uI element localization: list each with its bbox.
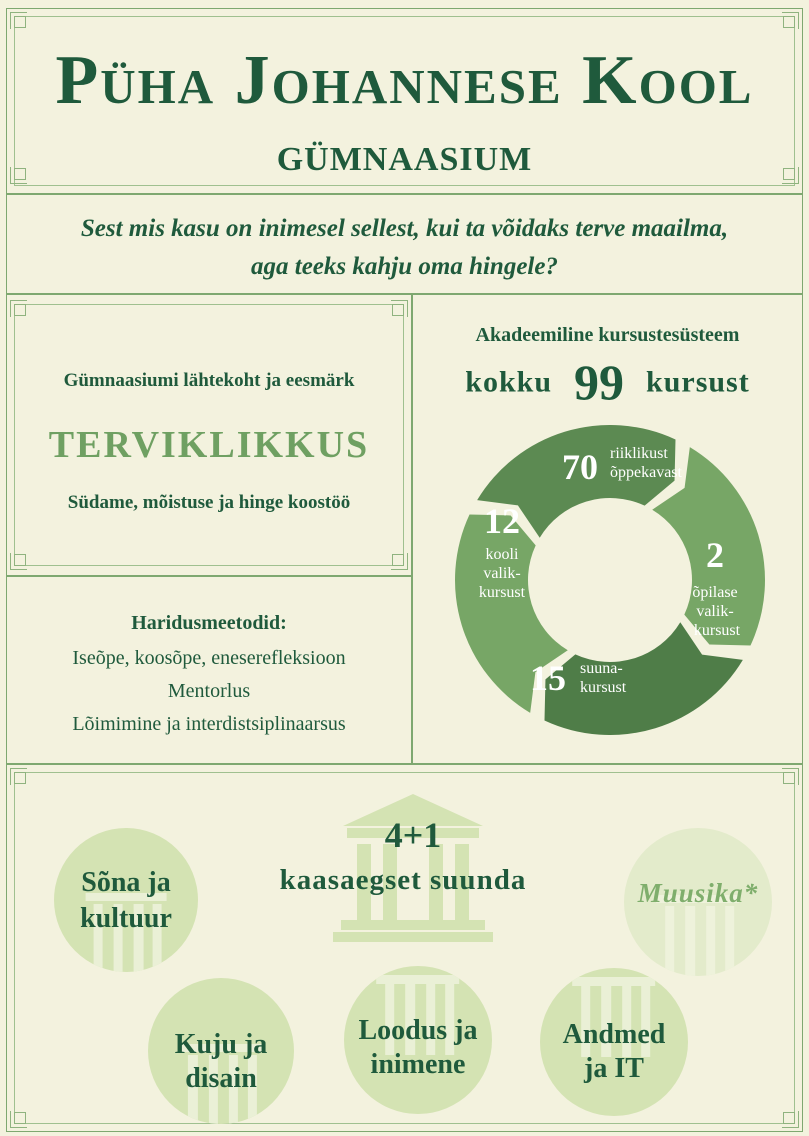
direction-bubble-andmed-ja-it (540, 968, 688, 1116)
direction-bubble-kuju-ja-disain (148, 978, 294, 1124)
segment-70-label-1: riiklikust (610, 445, 668, 462)
quote-line-1: Sest mis kasu on inimesel sellest, kui ta võidaks terve maailma, (80, 215, 729, 242)
ornament-icon (777, 768, 799, 790)
ornament-icon (777, 12, 799, 34)
methods-item-3: Lõimimine ja interdistsiplinaarsus (72, 713, 346, 735)
segment-15-label-2: kursust (580, 679, 627, 696)
courses-heading: Akadeemiline kursustesüsteem (475, 324, 740, 346)
courses-total-number: 99 (574, 354, 625, 411)
goal-heading: Gümnaasiumi lähtekoht ja eesmärk (63, 370, 355, 391)
direction-line-1: Sõna ja (81, 867, 171, 898)
course-ring-chart (450, 425, 770, 735)
segment-2-label-3: kursust (693, 622, 741, 639)
direction-bubble-muusika (624, 828, 772, 976)
ornament-icon (10, 1106, 32, 1128)
ornament-icon (386, 300, 408, 322)
ornament-icon (10, 548, 32, 570)
ornament-icon (10, 768, 32, 790)
directions-label: kaasaegset suunda (279, 864, 527, 896)
segment-2-label-2: valik- (696, 603, 734, 620)
directions-count: 4+1 (384, 815, 442, 855)
courses-total-row (412, 352, 803, 412)
ornament-icon (777, 162, 799, 184)
direction-line-2: inimene (370, 1049, 466, 1080)
goal-subtext: Südame, mõistuse ja hinge koostöö (67, 492, 351, 513)
segment-15-value: 15 (530, 658, 566, 698)
direction-line-1: Andmed (562, 1019, 666, 1050)
courses-total-prefix: kokku (465, 365, 553, 399)
direction-line-2: disain (185, 1063, 257, 1094)
ornament-icon (10, 12, 32, 34)
courses-total-suffix: kursust (646, 365, 750, 399)
ornament-icon (10, 300, 32, 322)
segment-2-label-1: õpilase (692, 584, 738, 601)
direction-line-1: Loodus ja (358, 1015, 478, 1046)
ornament-icon (386, 548, 408, 570)
segment-12-value: 12 (484, 501, 520, 541)
direction-line-2: kultuur (80, 903, 172, 934)
segment-70-value: 70 (562, 447, 598, 487)
ornament-icon (10, 162, 32, 184)
ornament-icon (777, 1106, 799, 1128)
goal-keyword: TERVIKLIKKUS (48, 424, 370, 466)
segment-2-value: 2 (706, 535, 724, 575)
direction-optional: Muusika* (637, 878, 759, 908)
methods-heading: Haridusmeetodid: (131, 612, 287, 634)
direction-line-2: ja IT (584, 1053, 644, 1084)
segment-70-label-2: õppekavast (610, 464, 682, 481)
segment-15-label-1: suuna- (580, 660, 623, 677)
quote-line-2: aga teeks kahju oma hingele? (251, 253, 558, 280)
segment-12-label-2: valik- (483, 565, 521, 582)
direction-bubble-loodus-ja-inimene (344, 966, 492, 1114)
methods-item-1: Iseõpe, koosõpe, eneserefleksioon (72, 647, 346, 669)
school-subtitle: GÜMNAASIUM (276, 141, 533, 178)
methods-item-2: Mentorlus (167, 680, 251, 702)
segment-12-label-3: kursust (478, 584, 526, 601)
direction-line-1: Kuju ja (174, 1029, 268, 1060)
direction-bubble-sona-ja-kultuur (54, 828, 198, 972)
segment-12-label-1: kooli (485, 546, 519, 563)
school-title: Püha Johannese Kool (55, 42, 754, 119)
